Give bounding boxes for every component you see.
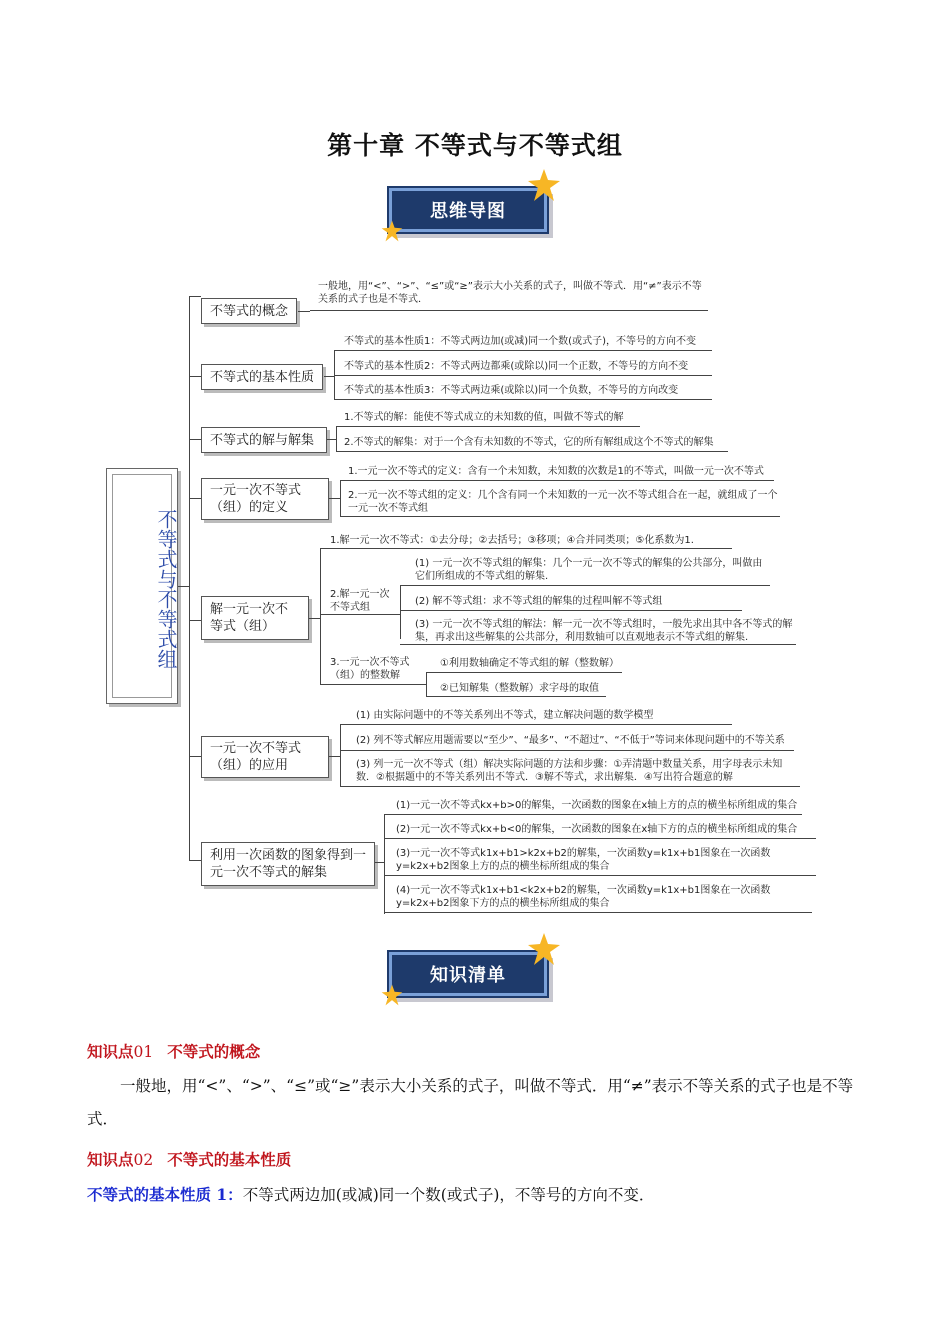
leaf-text: 不等式的基本性质2：不等式两边都乘(或除以)同一个正数，不等号的方向不变 xyxy=(344,361,689,372)
leaf-text: (1) 由实际问题中的不等关系列出不等式，建立解决问题的数学模型 xyxy=(356,710,654,721)
leaf-text: 2.一元一次不等式组的定义：几个含有同一个未知数的一元一次不等式组合在一起，就组成了一个一元一次不等式组 xyxy=(348,490,778,514)
knowledge-banner xyxy=(389,952,555,1002)
page-title: 第十章 不等式与不等式组 xyxy=(327,131,623,160)
leaf-text: ①利用数轴确定不等式组的解（整数解） xyxy=(440,658,619,669)
star-icon xyxy=(381,984,403,1006)
branch-definition: 一元一次不等式（组）的定义 xyxy=(201,478,329,520)
knowledge-point-heading: 知识点01 不等式的概念 xyxy=(87,1042,261,1061)
leaf-text: ②已知解集（整数解）求字母的取值 xyxy=(440,683,599,694)
mindmap-banner-label: 思维导图 xyxy=(430,201,506,222)
knowledge-banner-label: 知识清单 xyxy=(430,965,506,986)
branch-function-graph: 利用一次函数的图象得到一元一次不等式的解集 xyxy=(201,842,375,886)
property-paragraph: 不等式的基本性质 1：不等式两边加(或减)同一个数(或式子)，不等号的方向不变． xyxy=(87,1185,655,1204)
leaf-text: 不等式的基本性质3：不等式两边乘(或除以)同一个负数，不等号的方向改变 xyxy=(344,385,679,396)
root-label: 不等式与不等式组 xyxy=(154,509,178,669)
leaf-text: (4)一元一次不等式k1x+b1<k2x+b2的解集，一次函数y=k1x+b1图象在一次函数y=k2x+b2图象下方的点的横坐标所组成的集合 xyxy=(396,885,771,909)
leaf-text: (2) 解不等式组：求不等式组的解集的过程叫解不等式组 xyxy=(415,596,663,607)
root-node xyxy=(106,468,178,704)
leaf-text: 一般地，用“<”、“>”、“≤”或“≥”表示大小关系的式子，叫做不等式．用“≠”表示不等关系的式子也是不等式． xyxy=(318,281,702,305)
leaf-text: 1.解一元一次不等式：①去分母；②去括号；③移项；④合并同类项；⑤化系数为1. xyxy=(330,535,694,546)
leaf-text: (3)一元一次不等式k1x+b1>k2x+b2的解集，一次函数y=k1x+b1图象在一次函数y=k2x+b2图象上方的点的横坐标所组成的集合 xyxy=(396,848,771,872)
knowledge-point-heading: 知识点02 不等式的基本性质 xyxy=(87,1150,292,1169)
branch-application: 一元一次不等式（组）的应用 xyxy=(201,736,329,778)
leaf-text: 2.不等式的解集：对于一个含有未知数的不等式，它的所有解组成这个不等式的解集 xyxy=(344,437,714,448)
branch-concept: 不等式的概念 xyxy=(201,298,297,324)
sub-branch-label: 3.一元一次不等式（组）的整数解 xyxy=(330,657,410,681)
branch-solve: 解一元一次不等式（组） xyxy=(201,596,309,640)
sub-branch-label: 2.解一元一次不等式组 xyxy=(330,589,390,613)
paragraph: 一般地，用“<”、“>”、“≤”或“≥”表示大小关系的式子，叫做不等式．用“≠”表示不等关系的式子也是不等式． xyxy=(87,1077,854,1128)
leaf-text: 不等式的基本性质1：不等式两边加(或减)同一个数(或式子)，不等号的方向不变 xyxy=(344,336,696,347)
leaf-text: (2)一元一次不等式kx+b<0的解集，一次函数的图象在x轴下方的点的横坐标所组成的集合 xyxy=(396,824,798,835)
star-icon xyxy=(527,932,561,966)
leaf-text: (3) 一元一次不等式组的解法：解一元一次不等式组时，一般先求出其中各不等式的解集，再求出这些解集的公共部分，利用数轴可以直观地表示不等式组的解集. xyxy=(415,619,793,643)
leaf-text: 1.不等式的解：能使不等式成立的未知数的值，叫做不等式的解 xyxy=(344,412,624,423)
leaf-text: (1)一元一次不等式kx+b>0的解集，一次函数的图象在x轴上方的点的横坐标所组成的集合 xyxy=(396,800,798,811)
leaf-text: (1) 一元一次不等式组的解集：几个一元一次不等式的解集的公共部分，叫做由它们所组成的不等式组的解集. xyxy=(415,558,763,582)
branch-solution-set: 不等式的解与解集 xyxy=(201,427,327,453)
branch-properties: 不等式的基本性质 xyxy=(201,364,323,390)
leaf-text: (3) 列一元一次不等式（组）解决实际问题的方法和步骤：①弄清题中数量关系，用字母表示未知数．②根据题中的不等关系列出不等式．③解不等式，求出解集．④写出符合题意的解 xyxy=(356,759,783,783)
leaf-text: (2) 列不等式解应用题需要以“至少”、“最多”、“不超过”、“不低于”等词来体现问题中的不等关系 xyxy=(356,735,785,746)
leaf-text: 1.一元一次不等式的定义：含有一个未知数，未知数的次数是1的不等式，叫做一元一次不等式 xyxy=(348,466,764,477)
